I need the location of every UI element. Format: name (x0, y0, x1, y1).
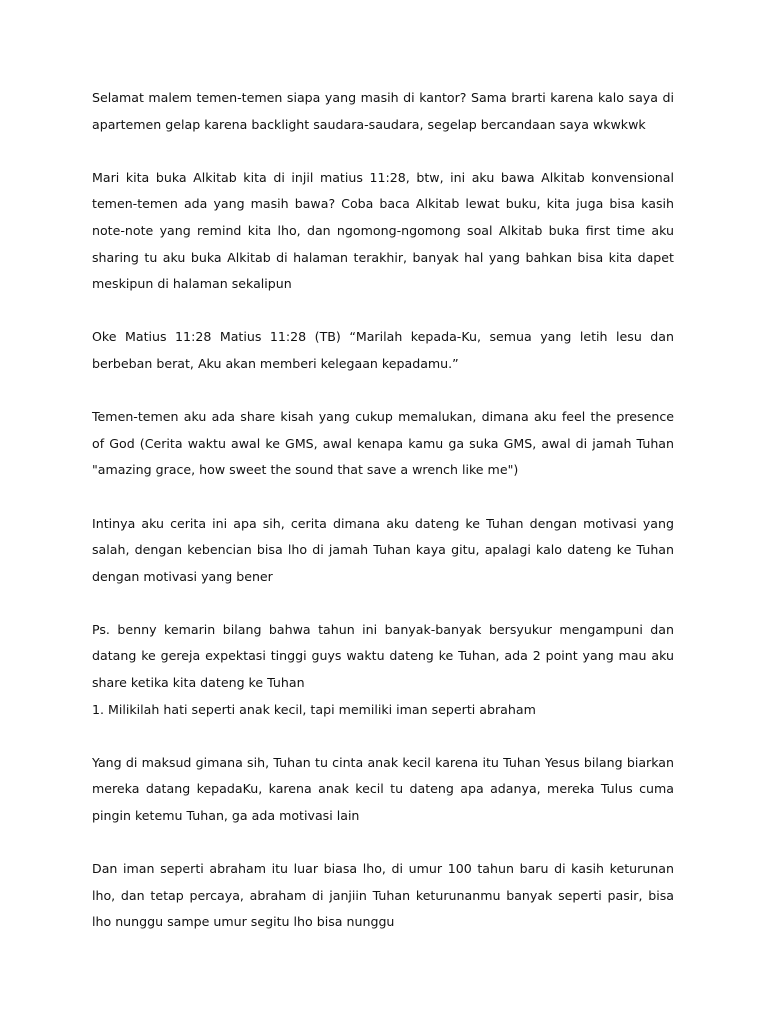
paragraph-pastor-message: Ps. benny kemarin bilang bahwa tahun ini banyak-banyak bersyukur mengampuni dan datang ke gereja expektasi tinggi guys waktu dateng ke Tuhan, ada 2 point yang mau aku share ketika kita dateng ke Tuhan (92, 621, 674, 691)
paragraph-verse: Oke Matius 11:28 Matius 11:28 (TB) “Marilah kepada-Ku, semua yang letih lesu dan berbeban berat, Aku akan memberi kelegaan kepadamu.” (92, 329, 674, 371)
list-item-point-1: 1. Milikilah hati seperti anak kecil, tapi memiliki iman seperti abraham (92, 701, 536, 717)
paragraph-greeting: Selamat malem temen-temen siapa yang masih di kantor? Sama brarti karena kalo saya di apartemen gelap karena backlight saudara-saudara, segelap bercandaan saya wkwkwk (92, 90, 674, 132)
paragraph-child-heart: Yang di maksud gimana sih, Tuhan tu cinta anak kecil karena itu Tuhan Yesus bilang biarkan mereka datang kepadaKu, karena anak kecil tu dateng apa adanya, mereka Tulus cuma pingin ketemu Tuhan, ga ada motivasi lain (92, 754, 674, 824)
paragraph-story: Temen-temen aku ada share kisah yang cukup memalukan, dimana aku feel the presence of God (Cerita waktu awal ke GMS, awal kenapa kamu ga suka GMS, awal di jamah Tuhan "amazing grace, how sweet the sound that save a wrench like me") (92, 409, 674, 478)
paragraph-point-summary: Intinya aku cerita ini apa sih, cerita dimana aku dateng ke Tuhan dengan motivasi yang salah, dengan kebencian bisa lho di jamah Tuhan kaya gitu, apalagi kalo dateng ke Tuhan dengan motivasi yang bener (92, 515, 674, 584)
document-page (92, 85, 674, 963)
paragraph-opening-bible: Mari kita buka Alkitab kita di injil matius 11:28, btw, ini aku bawa Alkitab konvensional temen-temen ada yang masih bawa? Coba baca Alkitab lewat buku, kita juga bisa kasih note-note yang remind kita lho, dan ngomong-ngomong soal Alkitab buka first time aku sharing tu aku buka Alkitab di halaman terakhir, banyak hal yang bahkan bisa kita dapet meskipun di halaman sekalipun (92, 169, 674, 292)
paragraph-abraham-faith: Dan iman seperti abraham itu luar biasa lho, di umur 100 tahun baru di kasih keturunan lho, dan tetap percaya, abraham di janjiin Tuhan keturunanmu banyak seperti pasir, bisa lho nunggu sampe umur segitu lho bisa nunggu (92, 861, 674, 930)
